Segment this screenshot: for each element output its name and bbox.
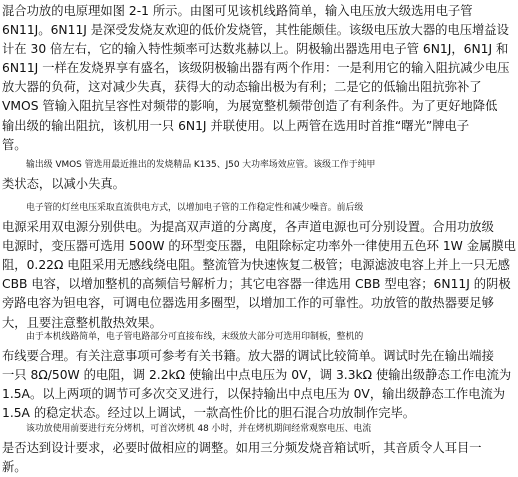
text-line: 6N11J。6N11J 是深受发烧友欢迎的低价发烧管，其性能颇佳。该级电压放大器的电压增益设 — [2, 23, 509, 38]
text-line: 1.5A。以上两项的调节可多次交叉进行，以保持输出中点电压为 0V，输出级静态工作电流为 — [2, 387, 506, 402]
text-line: 输出级 VMOS 管选用最近推出的发烧精品 K135、J50 大功率场效应管。该级工作于纯甲 — [26, 160, 376, 170]
text-line: 类状态，以减小失真。 — [2, 177, 125, 192]
text-line: 旁路电容为钽电容，可调电位器选用多圈型，以增加工作的可靠性。功放管的散热器要足够 — [2, 296, 494, 311]
text-line: 电源采用双电源分别供电。为提高双声道的分离度，各声道电源也可分别设置。合用功放级 — [2, 220, 494, 235]
text-line: 1.5A 的稳定状态。经过以上调试，一款高性价比的胆石混合功放制作完毕。 — [2, 406, 416, 421]
paragraph-circuit-overview — [2, 2, 516, 155]
paragraph-wiring-and-adjustment — [2, 328, 518, 423]
text-line: 布线要合理。有关注意事项可参考有关书籍。放大器的调试比较简单。调试时先在输出端接 — [2, 349, 494, 364]
text-line: 电源时，变压器可选用 500W 的环型变压器，电阻除标定功率外一律使用五色环 1W 金属膜电 — [2, 239, 516, 254]
text-line: 计在 30 倍左右，它的输入特性频率可达数兆赫以上。阴极输出器选用电子管 6N1J，6N1J 和 — [2, 42, 509, 57]
text-line: 管。 — [2, 137, 27, 152]
text-line: 混合功放的电原理如图 2-1 所示。由图可见该机线路简单，输入电压放大级选用电子管 — [2, 4, 473, 18]
text-line: 阻，0.22Ω 电阻采用无感线绕电阻。整流管为快速恢复二极管；电源滤波电容上并上一只无感 — [2, 258, 510, 273]
paragraph-power-supply — [2, 199, 518, 333]
text-line: 放大器的负荷，这对减少失真，获得大的动态输出极为有利；二是它的低输出阻抗弥补了 — [2, 80, 482, 95]
text-line: 是否达到设计要求，必要时做相应的调整。如用三分频发烧音箱试听，其音质令人耳目一 — [2, 441, 482, 456]
text-line: 由于本机线路简单，电子管电路部分可直接布线，末级放大部分可选用印制板，整机的 — [26, 332, 364, 342]
text-line: 电子管的灯丝电压采取直流供电方式，以增加电子管的工作稳定性和减少噪音。前后级 — [26, 203, 364, 213]
text-line: 输出级的输出阻抗，该机用一只 6N1J 并联使用。以上两管在选用时首推“曙光”牌电子 — [2, 118, 470, 133]
text-line: 大，且要注意整机散热效果。 — [2, 315, 162, 330]
text-line: 6N11J 一样在发烧界享有盛名，该级阴极输出器有两个作用：一是利用它的输入阻抗减少电压 — [2, 61, 510, 76]
text-line: 一只 8Ω/50W 的电阻，调 2.2kΩ 使输出中点电压为 0V，调 3.3kΩ 使输出级静态工作电流为 — [2, 368, 512, 383]
paragraph-output-stage — [2, 156, 518, 194]
paragraph-burn-in — [2, 420, 518, 477]
text-line: VMOS 管输入阻抗呈容性对频带的影响，为展宽整机频带创造了有利条件。为了更好地降低 — [2, 99, 498, 114]
text-line: 该功放使用前要进行充分烤机，可首次烤机 48 小时，并在烤机期间经常观察电压、电流 — [26, 424, 372, 434]
text-line: CBB 电容，以增加整机的高频信号解析力；其它电容器一律选用 CBB 型电容；6N11J 的阴极 — [2, 277, 511, 292]
text-line: 新。 — [2, 460, 27, 475]
